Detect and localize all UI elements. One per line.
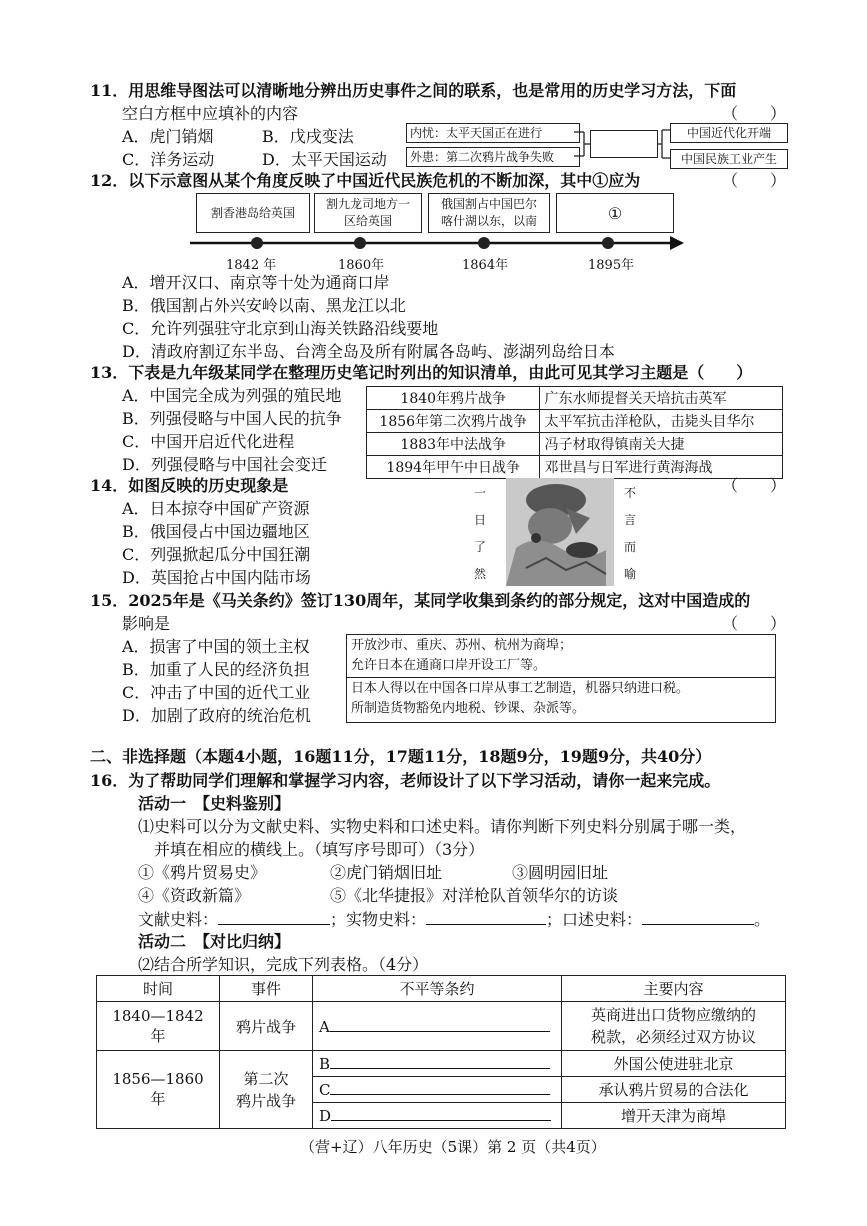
q12-option-b[interactable]: B．俄国割占外兴安岭以南、黑龙江以北 — [122, 296, 406, 315]
row1-treaty-blank[interactable] — [330, 1017, 550, 1032]
row1-treaty-cell — [313, 1002, 562, 1051]
table-cell: 冯子材取得镇南关大捷 — [540, 433, 783, 456]
q12-paren: （ ） — [722, 171, 787, 190]
mindmap-box-industry: 中国民族工业产生 — [670, 149, 788, 169]
timeline-year-4: 1895年 — [588, 258, 635, 273]
q12-option-a[interactable]: A．增开汉口、南京等十处为通商口岸 — [122, 273, 390, 292]
row1-content — [562, 1002, 786, 1051]
mindmap-box-external: 外患：第二次鸦片战争失败 — [406, 147, 580, 167]
table-row — [367, 456, 783, 479]
row2-treaty-b-label: B — [319, 1055, 331, 1073]
q15-option-c[interactable]: C．冲击了中国的近代工业 — [122, 683, 311, 702]
timeline-box-3-line2: 喀什湖以东，以南 — [440, 214, 537, 228]
row1-time: 1840—1842 年 — [97, 1002, 220, 1051]
caption-char: 而 — [624, 540, 637, 554]
q16-item-4: ④《资政新篇》 — [138, 886, 251, 905]
treaty-box-1-line2: 允许日本在通商口岸开设工厂等。 — [351, 658, 547, 673]
q16-item-2: ②虎门销烟旧址 — [330, 863, 443, 882]
table-row — [97, 1002, 786, 1051]
q15-treaty-box-2 — [346, 677, 776, 723]
table-header-time: 时间 — [97, 976, 220, 1002]
q16-stem: 16．为了帮助同学们理解和掌握学习内容，老师设计了以下学习活动，请你一起来完成。 — [90, 771, 721, 790]
q15-option-a[interactable]: A．损害了中国的领土主权 — [122, 637, 310, 656]
timeline-box-4[interactable]: ① — [556, 193, 674, 233]
row2-event — [220, 1051, 313, 1129]
row2-event-line1: 第二次 — [243, 1069, 289, 1088]
q13-option-d[interactable]: D．列强侵略与中国社会变迁 — [122, 455, 327, 474]
q13-option-a[interactable]: A．中国完全成为列强的殖民地 — [122, 386, 342, 405]
q13-option-b[interactable]: B．列强侵略与中国人民的抗争 — [122, 409, 342, 428]
page-footer: （营+辽）八年历史（5课）第 2 页（共4页） — [300, 1138, 606, 1156]
table-cell: 1856年第二次鸦片战争 — [367, 410, 540, 433]
q11-option-d[interactable]: D．太平天国运动 — [262, 150, 387, 169]
treaty-box-1-line1: 开放沙市、重庆、苏州、杭州为商埠； — [351, 638, 573, 653]
row2-treaty-d-blank[interactable] — [331, 1106, 551, 1121]
q13-stem: 13．下表是九年级某同学在整理历史笔记时列出的知识清单，由此可见其学习主题是（ ） — [90, 363, 753, 382]
table-cell: 邓世昌与日军进行黄海海战 — [540, 456, 783, 479]
timeline-year-2: 1860年 — [338, 258, 385, 273]
table-row — [367, 433, 783, 456]
q11-stem-line2: 空白方框中应填补的内容 — [122, 104, 299, 123]
q14-stem: 14．如图反映的历史现象是 — [90, 476, 289, 495]
fill-label-oral: ；口述史料： — [546, 910, 643, 929]
timeline-box-3 — [428, 193, 550, 233]
q11-option-b[interactable]: B．戊戌变法 — [262, 127, 354, 146]
row2-treaty-b-cell — [313, 1051, 562, 1077]
fill-label-documentary: 文献史料： — [138, 910, 219, 929]
q16-activity2-q: ⑵结合所学知识，完成下列表格。（4分） — [138, 955, 429, 974]
row2-treaty-c-cell — [313, 1077, 562, 1103]
q14-option-b[interactable]: B．俄国侵占中国边疆地区 — [122, 522, 310, 541]
q15-paren: （ ） — [722, 614, 787, 633]
q12-option-c[interactable]: C．允许列强驻守北京到山海关铁路沿线要地 — [122, 319, 439, 338]
table-cell: 太平军抗击洋枪队，击毙头目华尔 — [540, 410, 783, 433]
caption-char: 不 — [624, 486, 637, 500]
table-row — [367, 387, 783, 410]
caption-char: 日 — [474, 513, 487, 527]
q12-option-d[interactable]: D．清政府割辽东半岛、台湾全岛及所有附属各岛屿、澎湖列岛给日本 — [122, 342, 615, 361]
row1-content-line1: 英商进出口货物应缴纳的 — [590, 1006, 756, 1024]
row2-event-line2: 鸦片战争 — [235, 1091, 296, 1110]
cartoon-image — [506, 478, 614, 586]
timeline-year-1: 1842 年 — [226, 258, 277, 273]
fill-blank-oral[interactable] — [642, 908, 754, 925]
mindmap-box-internal: 内忧：太平天国正在进行 — [406, 123, 580, 143]
q15-stem-line1: 15．2025年是《马关条约》签订130周年，某同学收集到条约的部分规定，这对中国造成的 — [90, 591, 751, 610]
q14-paren: （ ） — [722, 476, 787, 495]
q16-activity1-q-line2: 并填在相应的横线上。（填写序号即可）（3分） — [154, 840, 485, 859]
caption-char: 喻 — [624, 567, 637, 581]
q16-activity1-title: 活动一 【史料鉴别】 — [138, 794, 291, 813]
timeline-axis — [190, 232, 685, 252]
q16-activity1-q-line1: ⑴史料可以分为文献史料、实物史料和口述史料。请你判断下列史料分别属于哪一类， — [138, 817, 747, 836]
table-cell: 1894年甲午中日战争 — [367, 456, 540, 479]
row2-content-d: 增开天津为商埠 — [562, 1103, 786, 1129]
q13-knowledge-table — [366, 386, 783, 479]
q12-stem: 12．以下示意图从某个角度反映了中国近代民族危机的不断加深，其中①应为 — [90, 171, 641, 190]
caption-char: 言 — [624, 513, 637, 527]
q16-fill-line — [138, 908, 770, 931]
q15-stem-line2: 影响是 — [122, 614, 171, 633]
table-cell: 广东水师提督关天培抗击英军 — [540, 387, 783, 410]
row2-treaty-c-blank[interactable] — [330, 1080, 550, 1095]
q16-item-5: ⑤《北华捷报》对洋枪队首领华尔的访谈 — [330, 886, 619, 905]
mindmap-blank-box[interactable] — [590, 130, 658, 158]
table-header-row — [97, 976, 786, 1002]
q14-option-c[interactable]: C．列强掀起瓜分中国狂潮 — [122, 545, 311, 564]
section2-title: 二、非选择题（本题4小题，16题11分，17题11分，18题9分，19题9分，共40分） — [90, 747, 712, 766]
q14-option-d[interactable]: D．英国抢占中国内陆市场 — [122, 568, 311, 587]
row1-treaty-label: A — [319, 1017, 330, 1036]
q15-option-b[interactable]: B．加重了人民的经济负担 — [122, 660, 310, 679]
timeline-box-1: 割香港岛给英国 — [196, 193, 310, 233]
q11-option-c[interactable]: C．洋务运动 — [122, 150, 215, 169]
q11-stem-line1: 11．用思维导图法可以清晰地分辨出历史事件之间的联系，也是常用的历史学习方法，下面 — [90, 81, 737, 100]
q13-option-c[interactable]: C．中国开启近代化进程 — [122, 432, 295, 451]
table-row — [97, 1051, 786, 1077]
row1-event: 鸦片战争 — [220, 1002, 313, 1051]
q14-option-a[interactable]: A．日本掠夺中国矿产资源 — [122, 499, 310, 518]
fill-end-mark: 。 — [754, 910, 771, 929]
treaty-box-2-line2: 所制造货物豁免内地税、钞课、杂派等。 — [351, 701, 586, 716]
table-header-event: 事件 — [220, 976, 313, 1002]
timeline-box-3-line1: 俄国割占中国巴尔 — [440, 197, 537, 211]
row2-time: 1856—1860 年 — [97, 1051, 220, 1129]
table-cell: 1840年鸦片战争 — [367, 387, 540, 410]
caption-char: 然 — [474, 567, 487, 581]
row2-treaty-b-blank[interactable] — [330, 1054, 550, 1069]
fill-blank-documentary[interactable] — [218, 908, 330, 925]
table-header-treaty: 不平等条约 — [313, 976, 562, 1002]
fill-label-physical: ；实物史料： — [330, 910, 427, 929]
q16-treaty-table — [96, 975, 786, 1129]
q11-paren: （ ） — [722, 104, 787, 123]
q15-treaty-box-1 — [346, 634, 776, 680]
cartoon-caption-right — [624, 480, 638, 588]
row2-content-b: 外国公使进驻北京 — [562, 1051, 786, 1077]
table-cell: 1883年中法战争 — [367, 433, 540, 456]
caption-char: 了 — [474, 540, 487, 554]
q15-option-d[interactable]: D．加剧了政府的统治危机 — [122, 706, 311, 725]
timeline-year-3: 1864年 — [462, 258, 509, 273]
row2-treaty-d-label: D — [319, 1107, 332, 1125]
table-header-content: 主要内容 — [562, 976, 786, 1002]
q11-option-a[interactable]: A．虎门销烟 — [122, 127, 214, 146]
caption-char: 一 — [474, 486, 487, 500]
q16-activity2-title: 活动二 【对比归纳】 — [138, 932, 291, 951]
row2-treaty-d-cell — [313, 1103, 562, 1129]
timeline-box-2 — [314, 193, 422, 233]
timeline-box-2-line1: 割九龙司地方一 — [325, 197, 410, 211]
mindmap-box-modernization: 中国近代化开端 — [670, 123, 788, 143]
row2-content-c: 承认鸦片贸易的合法化 — [562, 1077, 786, 1103]
timeline-box-2-line2: 区给英国 — [343, 214, 392, 228]
treaty-box-2-line1: 日本人得以在中国各口岸从事工艺制造，机器只纳进口税。 — [351, 681, 690, 696]
table-row — [367, 410, 783, 433]
q16-item-3: ③圆明园旧址 — [512, 863, 609, 882]
q16-item-1: ①《鸦片贸易史》 — [138, 863, 267, 882]
cartoon-caption-left — [474, 480, 488, 588]
fill-blank-physical[interactable] — [426, 908, 546, 925]
row2-treaty-c-label: C — [319, 1081, 331, 1099]
row1-content-line2: 税款，必须经过双方协议 — [590, 1028, 756, 1046]
